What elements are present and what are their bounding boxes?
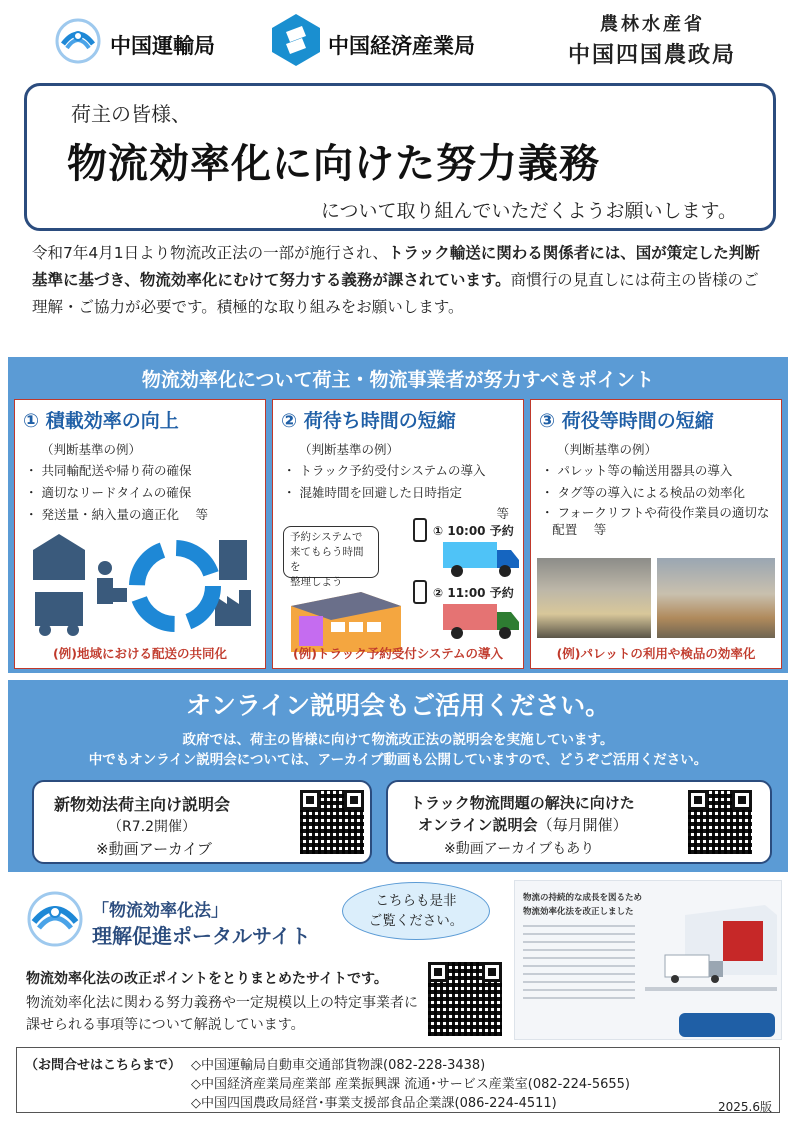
agency-maff-line2: 中国四国農政局: [568, 43, 737, 68]
point-panel-2: [272, 399, 524, 669]
online-section: [8, 680, 788, 872]
online-desc-2: 中でもオンライン説明会については、アーカイブ動画も公開していますので、どうぞご活用ください。: [88, 752, 708, 768]
panel-3-example: (例)パレットの利用や検品の効率化: [556, 646, 756, 661]
portal-lead: 物流効率化法の改正ポイントをとりまとめたサイトです。: [26, 971, 388, 987]
online-heading: オンライン説明会もご活用ください。: [185, 691, 611, 720]
intro-text-1: 令和7年4月1日より物流改正法の一部が施行され、: [32, 244, 389, 262]
header: [0, 0, 796, 80]
contact-box: [16, 1047, 780, 1113]
card-2-title: トラック物流問題の解決に向けた: [410, 794, 635, 812]
reservation-bubble: 予約システムで 来てもらう時間を 整理しよう: [283, 526, 379, 578]
meti-logo-icon: [272, 14, 320, 66]
title-lead: 荷主の皆様、: [71, 102, 191, 126]
agency-maff-line1: 農林水産省: [600, 14, 705, 35]
portal-name-2: 理解促進ポータルサイト: [92, 924, 311, 948]
screenshot-check-badge: [679, 1013, 775, 1037]
intro-paragraph: [32, 240, 772, 321]
portal-section: [0, 876, 796, 1044]
page-title: 物流効率化に向けた努力義務: [67, 141, 600, 187]
reservation-slot-2: ② 11:00 予約: [433, 586, 514, 600]
list-item: ・ フォークリフトや荷役作業員の適切な配置 等: [541, 505, 770, 537]
title-box: [24, 83, 776, 231]
contact-label: （お問合せはこちらまで）: [25, 1058, 182, 1073]
list-item: ・ 共同輸配送や帰り荷の確保: [25, 463, 192, 478]
panel-2-subtitle: （判断基準の例）: [299, 442, 400, 457]
card-1-note: ※動画アーカイブ: [96, 840, 212, 858]
qr-code-icon[interactable]: [688, 790, 752, 854]
screenshot-title-1: 物流の持続的な成長を図るため: [523, 893, 643, 903]
point-panel-3: [530, 399, 782, 669]
panel-1-list: [25, 460, 261, 526]
briefing-card-2[interactable]: [386, 780, 772, 864]
portal-name-1: 「物流効率化法」: [92, 901, 228, 921]
card-2-title-bold: オンライン説明会: [418, 816, 538, 834]
card-1-sub: （R7.2開催）: [108, 819, 196, 835]
portal-logo-icon: [26, 890, 84, 948]
portal-site-screenshot[interactable]: [514, 880, 782, 1040]
mlit-logo-icon: [55, 18, 101, 64]
contact-line-1: ◇中国運輸局自動車交通部貨物課(082-228-3438): [191, 1058, 486, 1073]
list-item: ・ パレット等の輸送用器具の導入: [541, 463, 733, 478]
logistics-illustration: [645, 905, 777, 1005]
portal-bubble: こちらも是非 ご覧ください。: [342, 882, 490, 940]
edition-label: 2025.6版: [718, 1100, 772, 1114]
qr-code-icon[interactable]: [300, 790, 364, 854]
portal-desc: 物流効率化法に関わる努力義務や一定規模以上の特定事業者に課せられる事項等について解説しています。: [26, 995, 418, 1033]
truck-icon: [443, 600, 519, 640]
card-2-sub: （毎月開催）: [537, 816, 628, 834]
agency-meti-name: 中国経済産業局: [328, 34, 475, 58]
list-item: ・ 発送量・納入量の適正化 等: [25, 507, 208, 522]
panel-3-title: ③ 荷役等時間の短縮: [539, 410, 714, 432]
list-item: ・ 適切なリードタイムの確保: [25, 485, 192, 500]
panel-1-subtitle: （判断基準の例）: [41, 442, 142, 457]
online-desc-1: 政府では、荷主の皆様に向けて物流改正法の説明会を実施しています。: [182, 732, 614, 748]
phone-icon: [413, 580, 427, 604]
card-1-title: 新物効法荷主向け説明会: [54, 795, 231, 814]
panel-3-subtitle: （判断基準の例）: [557, 442, 658, 457]
qr-code-icon[interactable]: [428, 962, 502, 1036]
screenshot-title-2: 物流効率化法を改正しました: [523, 907, 634, 917]
list-item: ・ タグ等の導入による検品の効率化: [541, 485, 745, 500]
cooperative-delivery-illustration: [29, 530, 255, 640]
point-panel-1: [14, 399, 266, 669]
title-tail: について取り組んでいただくようお願いします。: [320, 200, 737, 222]
contact-line-3: ◇中国四国農政局経営･事業支援部食品企業課(086-224-4511): [191, 1096, 557, 1111]
card-2-title-2: [418, 814, 628, 835]
panel-3-list: [541, 460, 777, 538]
panel-2-list: [283, 460, 519, 504]
intro-text-bold: トラック輸送に関わる関係者には、国が策定した判断基準に基づき、物流効率化にむけて努力する義務が課されています。: [32, 244, 760, 289]
panel-2-example: (例)トラック予約受付システムの導入: [293, 646, 503, 661]
list-item: ・ トラック予約受付システムの導入: [283, 463, 486, 478]
inspection-photo: [657, 558, 775, 638]
screenshot-text-lines: [523, 925, 635, 1005]
panel-1-example: (例)地域における配送の共同化: [53, 646, 227, 661]
panel-2-etc: 等: [496, 506, 509, 521]
list-item: ・ 混雑時間を回避した日時指定: [283, 485, 462, 500]
briefing-card-1[interactable]: [32, 780, 372, 864]
contact-line-2: ◇中国経済産業局産業部 産業振興課 流通･サービス産業室(082-224-5655): [191, 1077, 630, 1092]
panel-2-title: ② 荷待ち時間の短縮: [281, 410, 456, 432]
panel-1-title: ① 積載効率の向上: [23, 410, 179, 432]
phone-icon: [413, 518, 427, 542]
intro-text-2: 商慣行の見直しには荷主の皆様のご理解・ご協力が必要です。積極的な取り組みをお願いします。: [32, 271, 759, 316]
forklift-photo: [537, 558, 651, 638]
truck-icon: [443, 538, 519, 578]
reservation-slot-1: ① 10:00 予約: [433, 524, 514, 538]
points-section: [8, 357, 788, 673]
agency-mlit-name: 中国運輸局: [110, 34, 215, 58]
card-2-note: ※動画アーカイブもあり: [444, 841, 595, 857]
points-heading: 物流効率化について荷主・物流事業者が努力すべきポイント: [141, 369, 655, 391]
